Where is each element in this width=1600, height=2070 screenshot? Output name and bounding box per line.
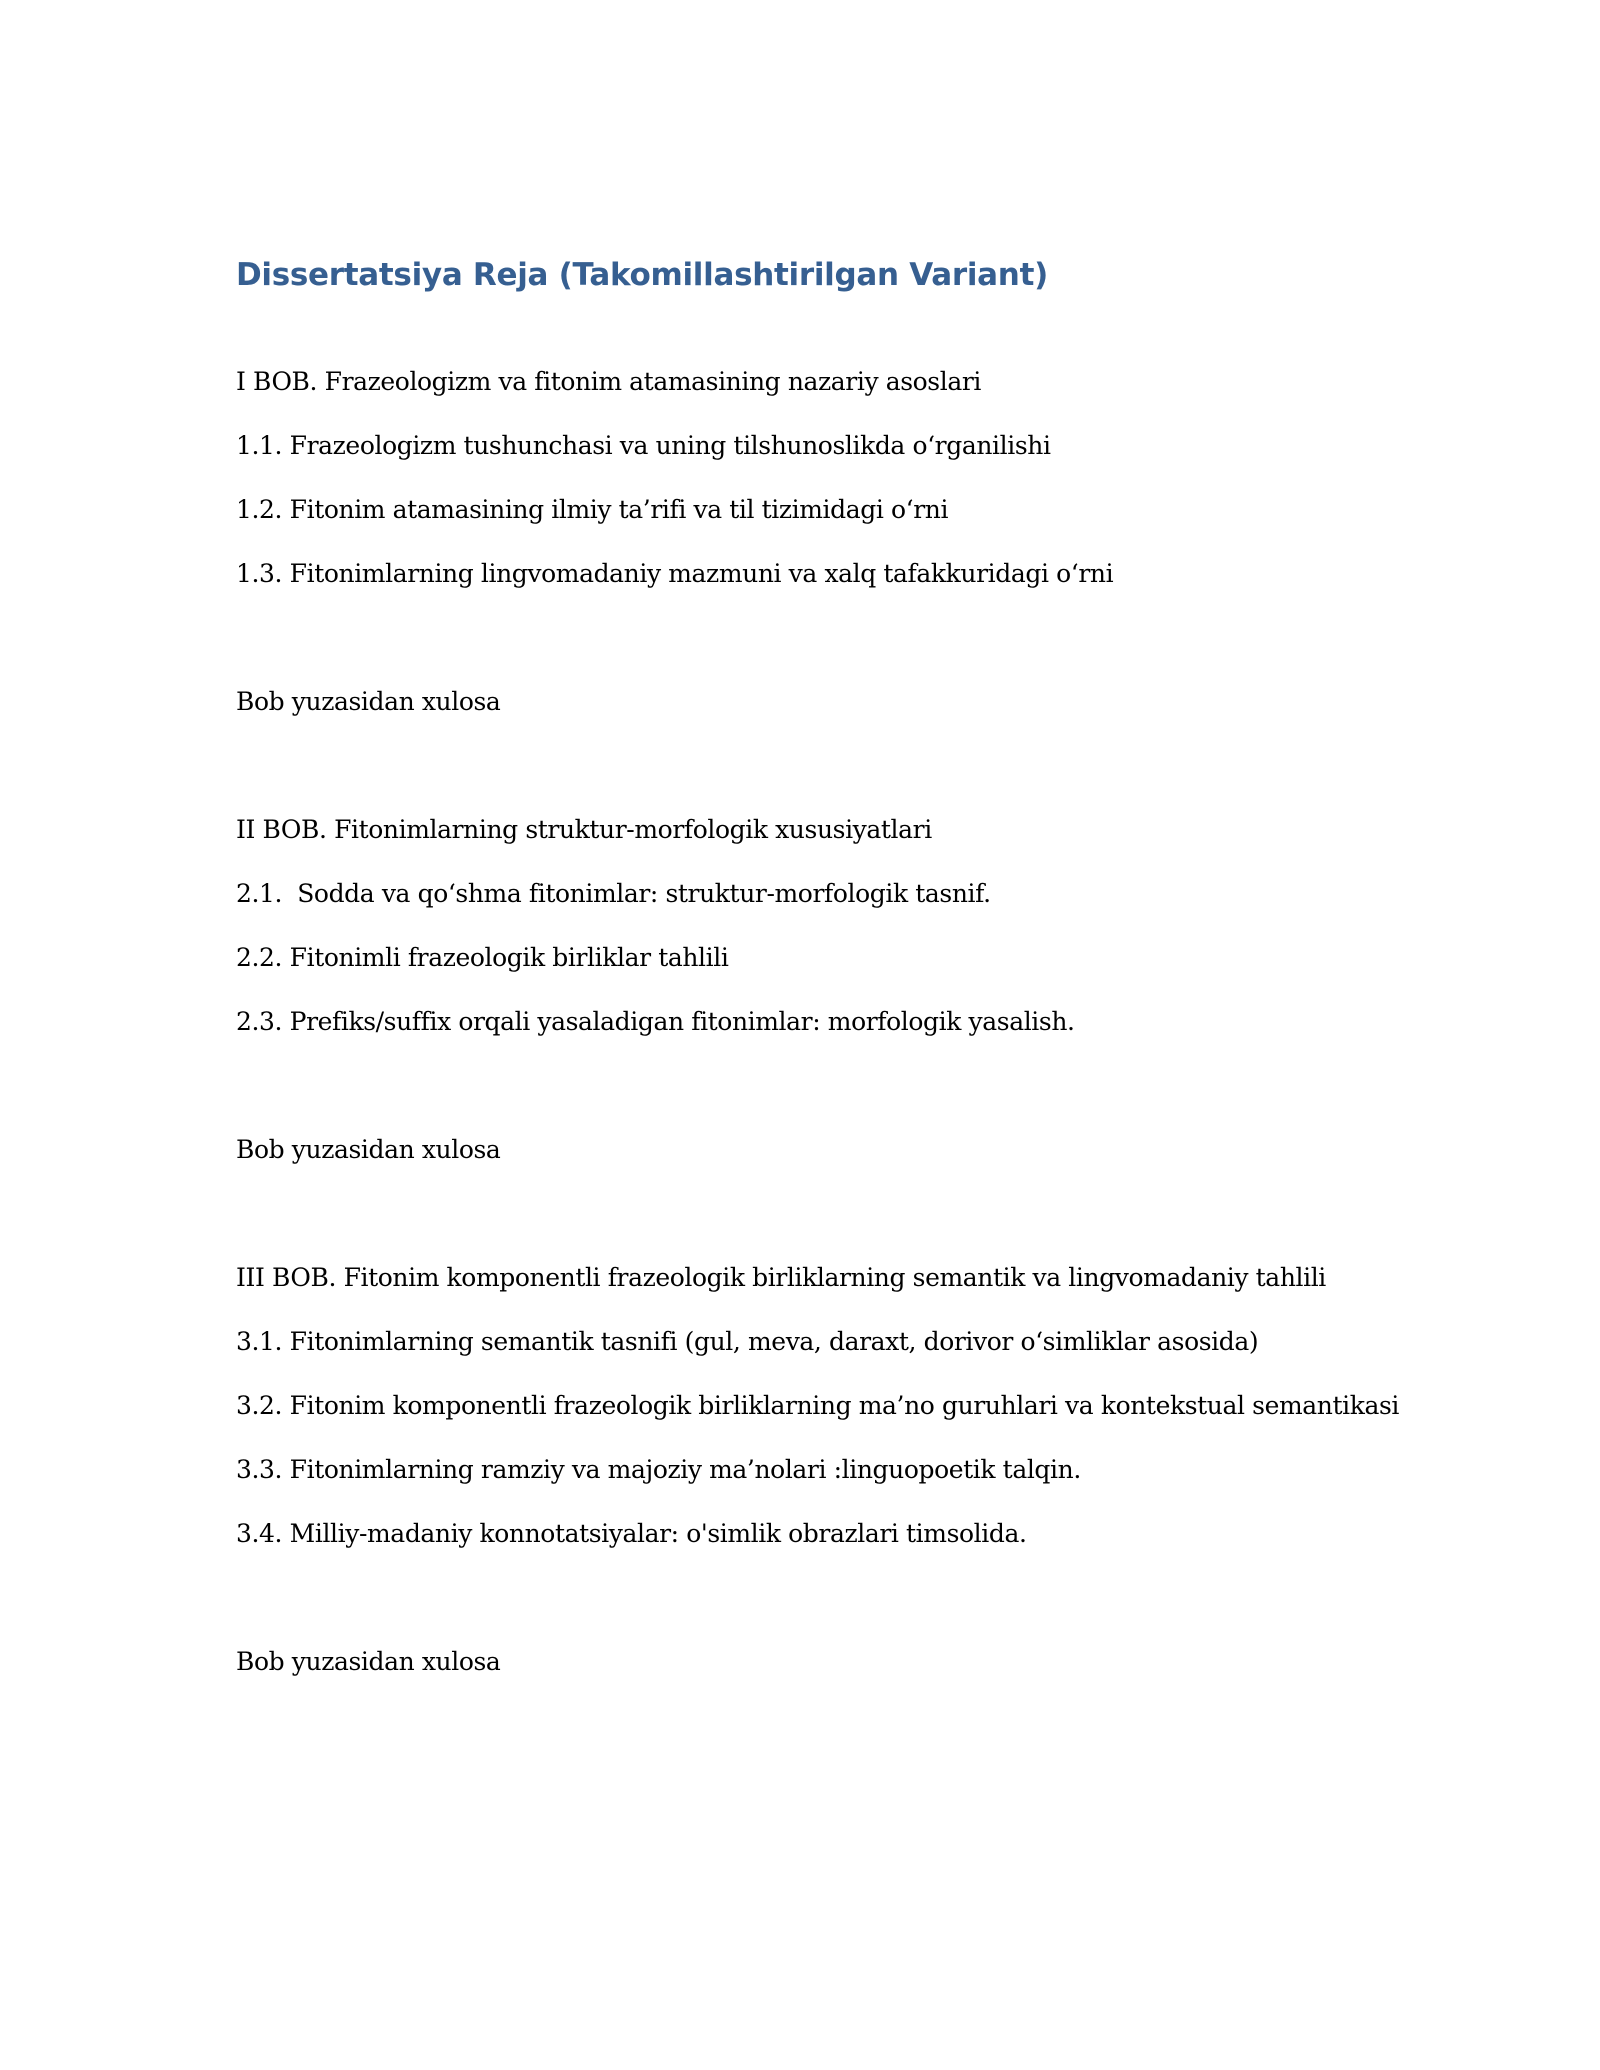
chapter-item: 1.1. Frazeologizm tushunchasi va uning tilshunoslikda o‘rganilishi [236,431,1051,460]
chapter-heading: II BOB. Fitonimlarning struktur-morfologik xususiyatlari [236,815,932,844]
spacer [236,606,1436,670]
chapter-item: 1.2. Fitonim atamasining ilmiy ta’rifi va til tizimidagi o‘rni [236,495,949,524]
chapter-heading: I BOB. Frazeologizm va fitonim atamasining nazariy asoslari [236,367,981,396]
spacer [236,1182,1436,1246]
chapter-item: 1.3. Fitonimlarning lingvomadaniy mazmuni va xalq tafakkuridagi o‘rni [236,559,1114,588]
chapter-conclusion: Bob yuzasidan xulosa [236,1135,501,1164]
chapter-3 [236,1246,1436,1694]
document-body [236,250,1436,1694]
chapter-heading: III BOB. Fitonim komponentli frazeologik birliklarning semantik va lingvomadaniy tahlili [236,1263,1326,1292]
spacer [236,1054,1436,1118]
chapter-item: 3.1. Fitonimlarning semantik tasnifi (gul, meva, daraxt, dorivor o‘simliklar asosida) [236,1327,1259,1356]
spacer [236,1566,1436,1630]
spacer [236,734,1436,798]
chapter-conclusion: Bob yuzasidan xulosa [236,1647,501,1676]
chapter-item: 3.4. Milliy-madaniy konnotatsiyalar: o'simlik obrazlari timsolida. [236,1519,1027,1548]
chapter-conclusion: Bob yuzasidan xulosa [236,687,501,716]
chapter-item: 3.3. Fitonimlarning ramziy va majoziy ma’nolari :linguopoetik talqin. [236,1455,1081,1484]
chapter-1 [236,350,1436,798]
chapter-item: 2.1. Sodda va qo‘shma fitonimlar: struktur-morfologik tasnif. [236,879,991,908]
chapter-item: 2.2. Fitonimli frazeologik birliklar tahlili [236,943,729,972]
spacer [236,300,1436,350]
chapter-item: 2.3. Prefiks/suffix orqali yasaladigan fitonimlar: morfologik yasalish. [236,1007,1075,1036]
chapter-2 [236,798,1436,1246]
chapter-item: 3.2. Fitonim komponentli frazeologik birliklarning ma’no guruhlari va kontekstual semantikasi [236,1391,1399,1420]
document-title: Dissertatsiya Reja (Takomillashtirilgan Variant) [236,257,1048,293]
